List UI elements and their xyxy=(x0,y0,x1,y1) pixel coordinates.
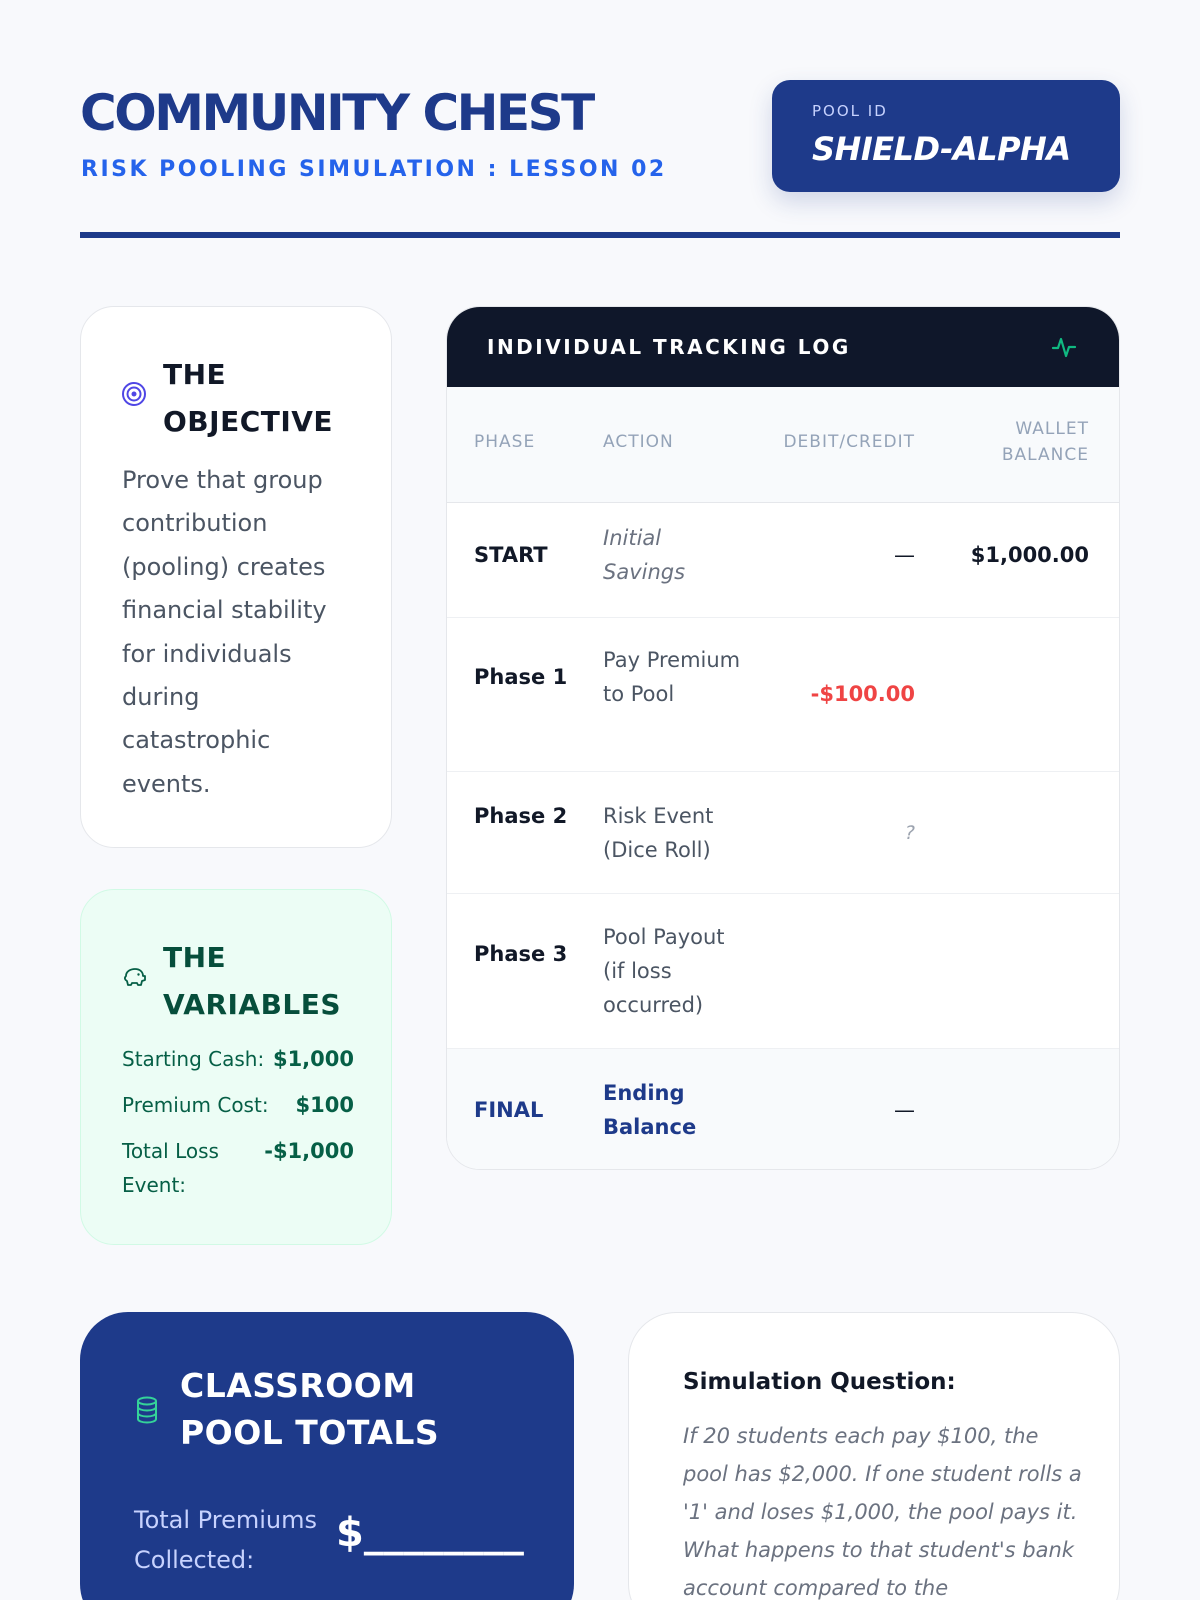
row-phase3-action: Pool Payout (if loss occurred) xyxy=(603,925,725,1017)
page-subtitle: RISK POOLING SIMULATION : LESSON 02 xyxy=(81,157,667,182)
row-phase1-action: Pay Premium to Pool xyxy=(603,648,741,706)
objective-card xyxy=(80,306,392,848)
variable-premium-cost xyxy=(122,1088,354,1122)
activity-icon xyxy=(1051,334,1077,360)
pool-id-value: SHIELD-ALPHA xyxy=(812,130,1071,168)
row-final-debit: — xyxy=(894,1098,915,1122)
page-title: COMMUNITY CHEST xyxy=(80,84,593,142)
row-final-action: Ending Balance xyxy=(603,1081,697,1139)
column-header-phase: PHASE xyxy=(474,432,536,452)
variables-title: THE VARIABLES xyxy=(163,941,342,1021)
variable-value: $100 xyxy=(295,1093,354,1117)
piggy-bank-icon xyxy=(121,966,147,990)
header-divider xyxy=(80,232,1120,238)
variable-total-loss xyxy=(122,1134,354,1202)
row-start-debit: — xyxy=(894,543,915,567)
row-start-balance: $1,000.00 xyxy=(970,543,1089,567)
row-divider xyxy=(447,617,1119,618)
variables-card xyxy=(80,889,392,1245)
question-text: If 20 students each pay $100, the pool has $2,000. If one student rolls a '1' and loses $1,000, the pool pays it. What happens to that student's bank account compared to the xyxy=(683,1424,1082,1600)
row-start-phase: START xyxy=(474,543,548,567)
totals-title: CLASSROOM POOL TOTALS xyxy=(180,1366,440,1452)
row-phase2-phase: Phase 2 xyxy=(474,804,568,828)
variable-label: Total Loss Event: xyxy=(122,1139,219,1197)
tracking-log-title: INDIVIDUAL TRACKING LOG xyxy=(487,335,851,359)
variable-value: -$1,000 xyxy=(264,1139,354,1163)
target-icon xyxy=(121,381,147,407)
objective-text: Prove that group contribution (pooling) creates financial stability for individuals during catastrophic events. xyxy=(122,466,327,798)
variable-starting-cash xyxy=(122,1042,354,1076)
database-icon xyxy=(135,1396,159,1424)
question-title: Simulation Question: xyxy=(683,1369,956,1395)
totals-value-blank: $________ xyxy=(336,1510,524,1556)
row-final-phase: FINAL xyxy=(474,1098,544,1122)
totals-label: Total Premiums Collected: xyxy=(134,1506,317,1574)
tracking-log-header xyxy=(447,307,1119,387)
objective-title: THE OBJECTIVE xyxy=(163,358,334,438)
row-start-action: Initial Savings xyxy=(603,526,686,584)
column-header-debit-credit: DEBIT/CREDIT xyxy=(783,432,915,452)
row-phase2-debit: ? xyxy=(904,822,915,844)
classroom-pool-totals-card xyxy=(80,1312,574,1600)
variable-label: Starting Cash: xyxy=(122,1047,265,1071)
row-divider xyxy=(447,771,1119,772)
variable-value: $1,000 xyxy=(272,1047,354,1071)
row-phase1-phase: Phase 1 xyxy=(474,665,568,689)
column-header-wallet-balance: WALLET BALANCE xyxy=(1001,419,1089,465)
row-phase1-debit: -$100.00 xyxy=(810,682,915,706)
row-phase3-phase: Phase 3 xyxy=(474,942,568,966)
tracking-log-table xyxy=(446,306,1120,1170)
row-divider xyxy=(447,893,1119,894)
simulation-question-card xyxy=(628,1312,1120,1600)
row-phase2-action: Risk Event (Dice Roll) xyxy=(603,804,714,862)
column-header-action: ACTION xyxy=(603,432,674,452)
pool-id-label: POOL ID xyxy=(812,102,888,120)
pool-id-badge xyxy=(772,80,1120,192)
variable-label: Premium Cost: xyxy=(122,1093,269,1117)
